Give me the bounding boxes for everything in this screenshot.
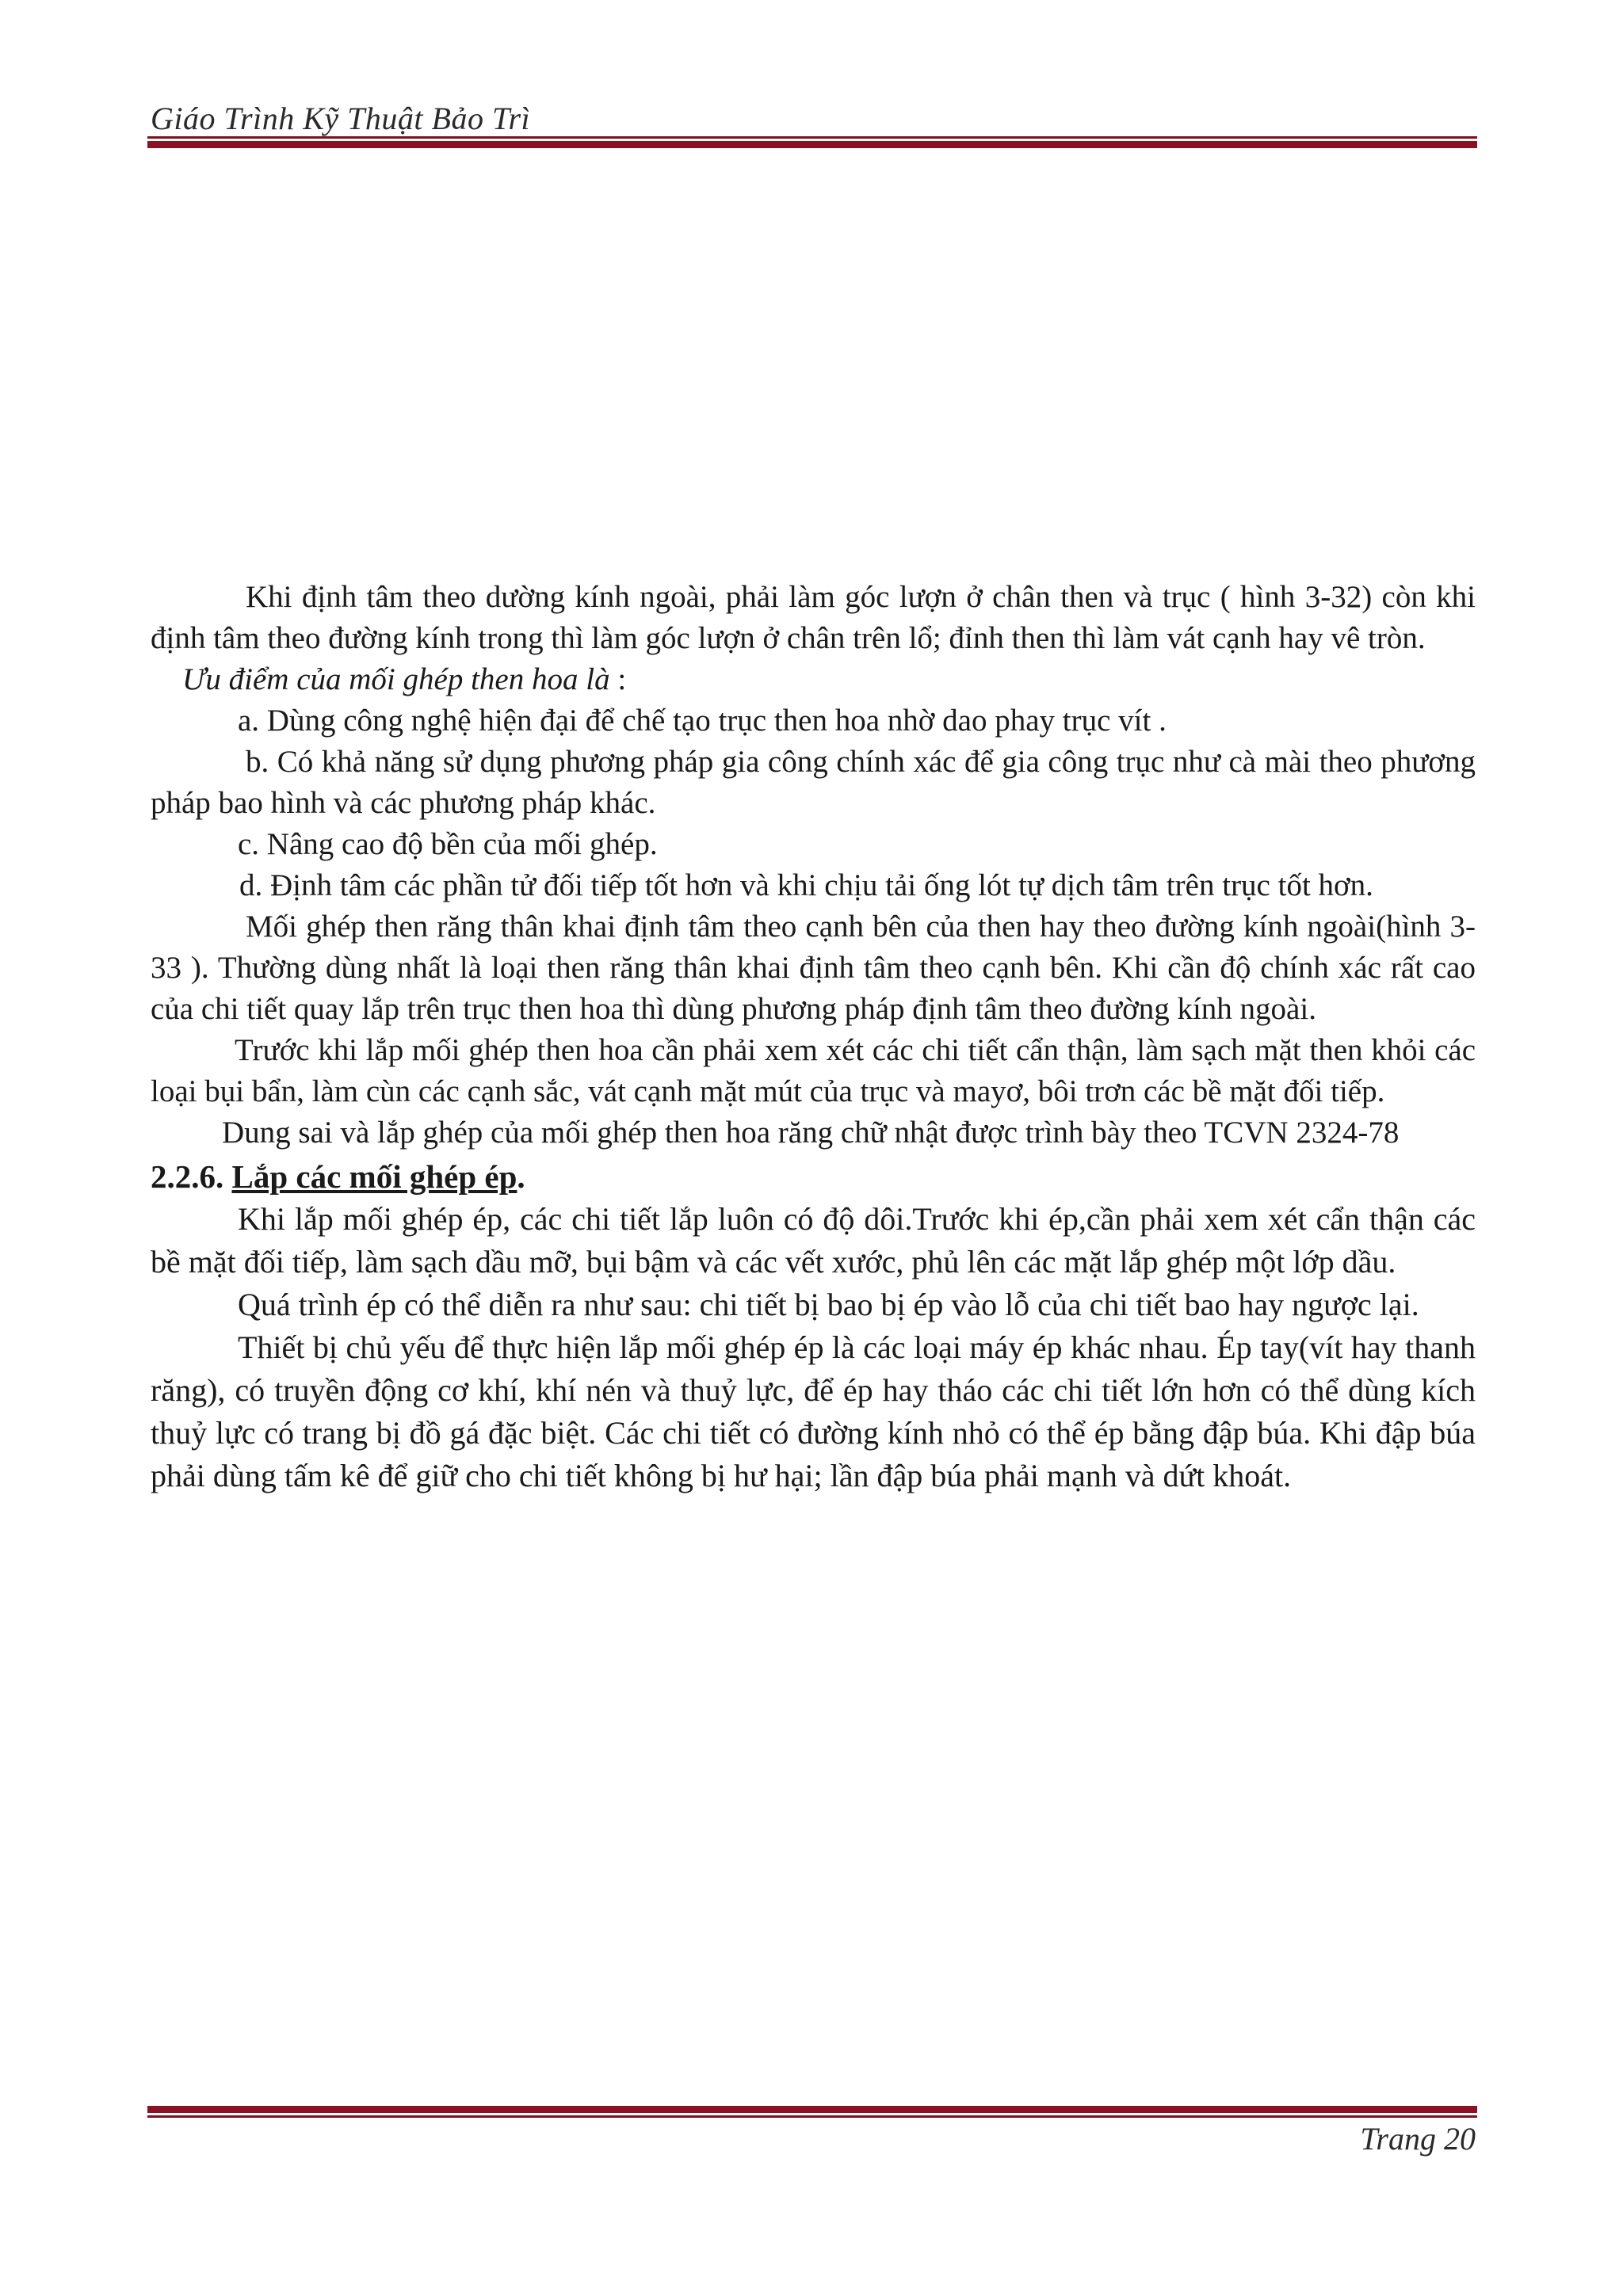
section-heading [151, 1155, 1476, 1198]
paragraph: Mối ghép then răng thân khai định tâm theo cạnh bên của then hay theo đường kính ngoài(hình 3-33 ). Thường dùng nhất là loại then răng thân khai định tâm theo cạnh bên. Khi cần độ chính xác rất cao của chi tiết quay lắp trên trục then hoa thì dùng phương pháp định tâm theo đường kính ngoài. [151, 910, 1476, 1026]
advantages-colon: : [609, 662, 627, 696]
list-item-c: c. Nâng cao độ bền của mối ghép. [238, 827, 658, 861]
list-item-d: d. Định tâm các phần tử đối tiếp tốt hơn và khi chịu tải ống lót tự dịch tâm trên trục tốt hơn. [239, 868, 1373, 902]
section-title: Lắp các mối ghép ép [231, 1158, 517, 1195]
paragraph: Dung sai và lắp ghép của mối ghép then hoa răng chữ nhật được trình bày theo TCVN 2324-78 [222, 1116, 1400, 1150]
paragraph: Thiết bị chủ yếu để thực hiện lắp mối ghép ép là các loại máy ép khác nhau. Ép tay(vít hay thanh răng), có truyền động cơ khí, khí nén và thuỷ lực, để ép hay tháo các chi tiết lớn hơn có thể dùng kích thuỷ lực có trang bị đồ gá đặc biệt. Các chi tiết có đường kính nhỏ có thể ép bằng đập búa. Khi đập búa phải dùng tấm kê để giữ cho chi tiết không bị hư hại; lần đập búa phải mạnh và dứt khoát. [151, 1329, 1476, 1493]
header-title: Giáo Trình Kỹ Thuật Bảo Trì [151, 101, 531, 136]
paragraph: Khi lắp mối ghép ép, các chi tiết lắp luôn có độ dôi.Trước khi ép,cần phải xem xét cẩn thận các bề mặt đối tiếp, làm sạch dầu mỡ, bụi bậm và các vết xước, phủ lên các mặt lắp ghép một lớp dầu. [151, 1201, 1476, 1280]
footer-rule [147, 2106, 1477, 2118]
paragraph: Khi định tâm theo dường kính ngoài, phải làm góc lượn ở chân then và trục ( hình 3-32) còn khi định tâm theo đường kính trong thì làm góc lượn ở chân trên lổ; đỉnh then thì làm vát cạnh hay vê tròn. [151, 580, 1476, 655]
page-number: Trang 20 [1360, 2121, 1476, 2157]
section-period: . [517, 1158, 525, 1195]
list-item-a: a. Dùng công nghệ hiện đại để chế tạo trục then hoa nhờ dao phay trục vít . [238, 704, 1167, 738]
paragraph: Quá trình ép có thể diễn ra như sau: chi tiết bị bao bị ép vào lỗ của chi tiết bao hay ngược lại. [238, 1287, 1419, 1322]
list-item-b: b. Có khả năng sử dụng phương pháp gia công chính xác để gia công trục như cà mài theo phương pháp bao hình và các phương pháp khác. [151, 745, 1476, 820]
paragraph: Trước khi lắp mối ghép then hoa cần phải xem xét các chi tiết cẩn thận, làm sạch mặt then khỏi các loại bụi bẩn, làm cùn các cạnh sắc, vát cạnh mặt mút của trục và mayơ, bôi trơn các bề mặt đối tiếp. [151, 1033, 1476, 1108]
advantages-title: Ưu điểm của mối ghép then hoa là [182, 662, 610, 696]
header-rule [147, 136, 1477, 148]
section-number: 2.2.6. [151, 1158, 232, 1195]
advantages-heading [151, 659, 1476, 700]
page-content [151, 577, 1476, 1497]
